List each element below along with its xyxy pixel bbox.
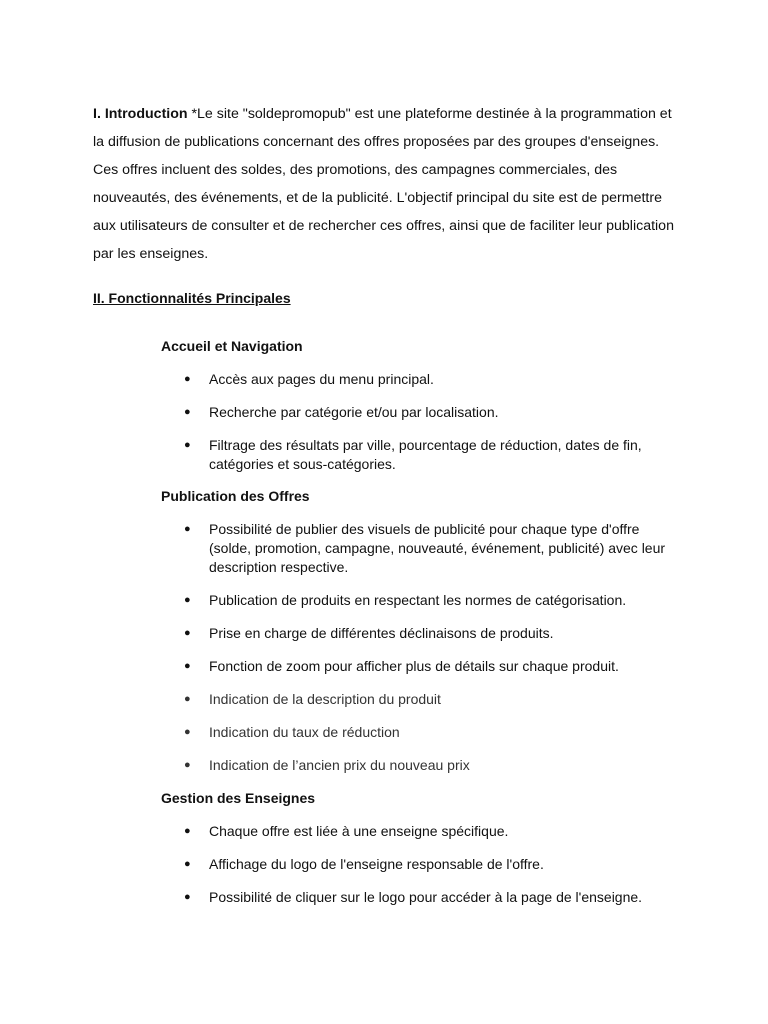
list-item-text: Affichage du logo de l'enseigne responsable de l'offre.: [209, 856, 544, 872]
heading-publication-offres: Publication des Offres: [161, 488, 310, 504]
list-item: [184, 822, 674, 841]
list-accueil-navigation: [184, 370, 674, 488]
list-publication-offres: [184, 520, 674, 789]
list-item-text: Filtrage des résultats par ville, pourcentage de réduction, dates de fin, catégories et sous-catégories.: [209, 437, 642, 472]
bullet-icon: ●: [184, 373, 191, 385]
list-item-text: Chaque offre est liée à une enseigne spécifique.: [209, 823, 509, 839]
list-item: [184, 520, 674, 577]
bullet-icon: ●: [184, 891, 191, 903]
list-item: [184, 888, 674, 907]
bullet-icon: ●: [184, 693, 191, 705]
bullet-icon: ●: [184, 439, 191, 451]
list-item-text: Possibilité de cliquer sur le logo pour accéder à la page de l'enseigne.: [209, 889, 643, 905]
list-item-text: Possibilité de publier des visuels de publicité pour chaque type d'offre (solde, promotion, campagne, nouveauté, événement, publicité) avec leur description respective.: [209, 521, 666, 575]
bullet-icon: ●: [184, 759, 191, 771]
list-item: [184, 591, 674, 610]
list-item-text: Publication de produits en respectant les normes de catégorisation.: [209, 592, 627, 608]
heading-gestion-enseignes: Gestion des Enseignes: [161, 790, 316, 806]
bullet-icon: ●: [184, 726, 191, 738]
list-item: [184, 855, 674, 874]
bullet-icon: ●: [184, 858, 191, 870]
section-title-fonctionnalites: II. Fonctionnalités Principales: [93, 290, 291, 306]
bullet-icon: ●: [184, 523, 191, 535]
intro-paragraph: [93, 100, 683, 268]
list-item: [184, 403, 674, 422]
list-item: [184, 723, 674, 742]
list-item-text: Recherche par catégorie et/ou par localisation.: [209, 404, 499, 420]
list-item-text: Accès aux pages du menu principal.: [209, 371, 434, 387]
bullet-icon: ●: [184, 627, 191, 639]
list-item: [184, 436, 674, 474]
bullet-icon: ●: [184, 406, 191, 418]
intro-heading: I. Introduction: [93, 106, 188, 122]
list-item: [184, 657, 674, 676]
list-gestion-enseignes: [184, 822, 674, 921]
list-item-text: Prise en charge de différentes déclinaisons de produits.: [209, 625, 554, 641]
bullet-icon: ●: [184, 660, 191, 672]
list-item-text: Indication de la description du produit: [209, 691, 441, 707]
list-item: [184, 690, 674, 709]
list-item: [184, 370, 674, 389]
heading-accueil-navigation: Accueil et Navigation: [161, 338, 303, 354]
intro-text: *Le site "soldepromopub" est une plateforme destinée à la programmation et la diffusion de publications concernant des offres proposées par des groupes d'enseignes. Ces offres incluent des soldes, des promotions, des campagnes commerciales, des nouveautés, des événements, et de la publicité. L'objectif principal du site est de permettre aux utilisateurs de consulter et de rechercher ces offres, ainsi que de faciliter leur publication par les enseignes.: [93, 106, 674, 262]
list-item: [184, 756, 674, 775]
list-item-text: Indication de l’ancien prix du nouveau prix: [209, 757, 470, 773]
bullet-icon: ●: [184, 825, 191, 837]
list-item: [184, 624, 674, 643]
bullet-icon: ●: [184, 594, 191, 606]
list-item-text: Indication du taux de réduction: [209, 724, 400, 740]
list-item-text: Fonction de zoom pour afficher plus de détails sur chaque produit.: [209, 658, 619, 674]
